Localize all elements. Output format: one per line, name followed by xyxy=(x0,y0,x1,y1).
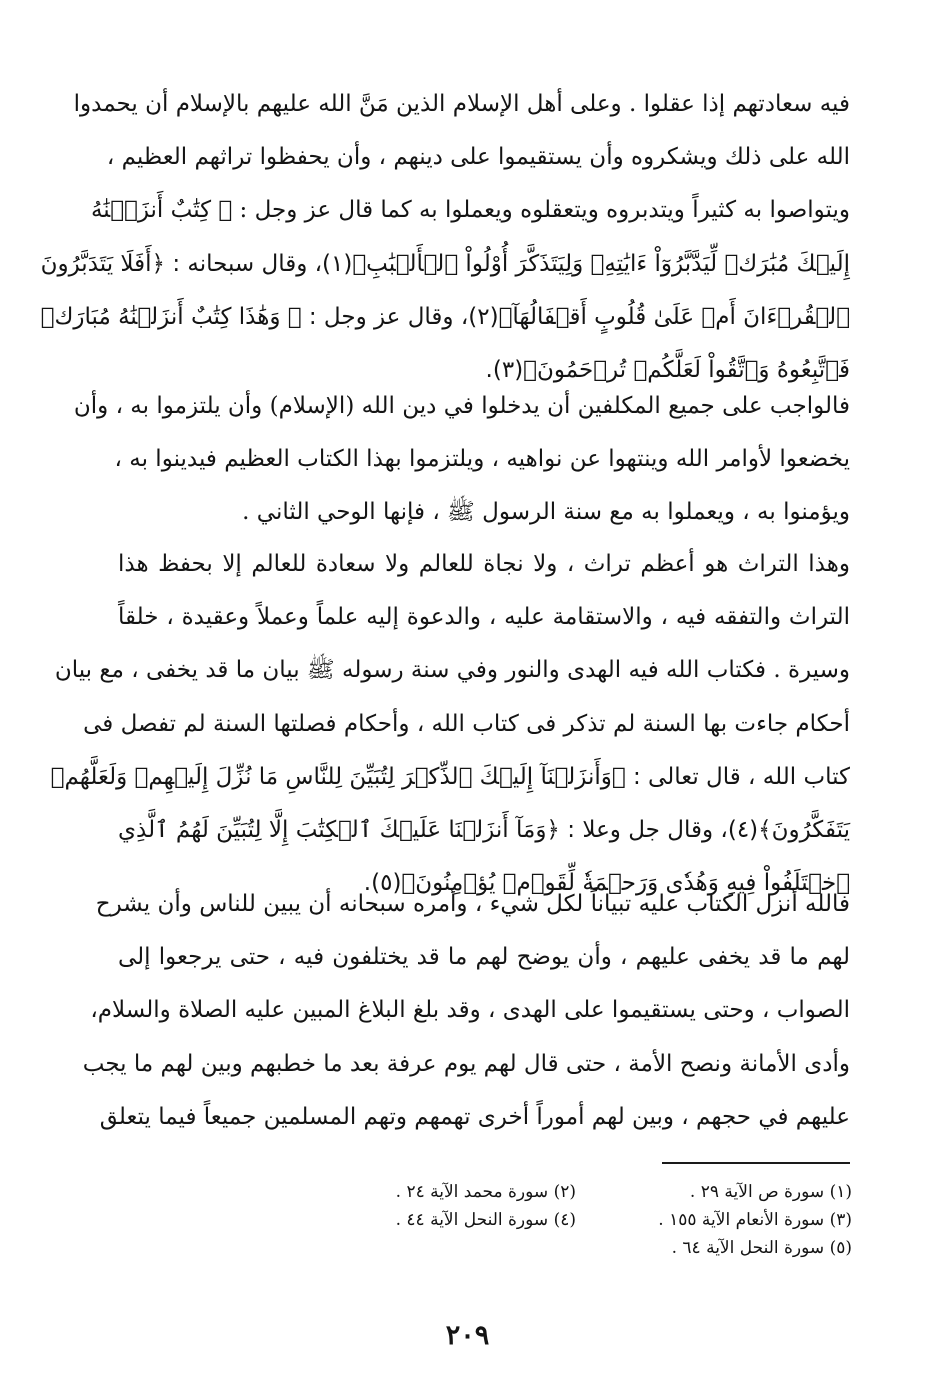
text-line: فالله أنزل الكتاب عليه تبياناً لكل شيء ، وأمره سبحانه أن يبين للناس وأن يشرح xyxy=(95,891,850,917)
footnote: (١) سورة ص الآية ٢٩ . xyxy=(689,1182,852,1202)
page-number: ٢٠٩ xyxy=(445,1320,490,1351)
footnote: (٣) سورة الأنعام الآية ١٥٥ . xyxy=(658,1210,852,1230)
footnote-empty xyxy=(300,1234,576,1262)
footnote-row xyxy=(300,1206,852,1234)
quran-verse-line: يَتَفَكَّرُونَ﴾(٤)، وقال جل وعلا : ﴿وَمَآ أَنزَلۡنَا عَلَيۡكَ ٱلۡكِتَٰبَ إِلَّا لِتُبَيِّنَ لَهُمُ ٱلَّذِي xyxy=(118,817,850,844)
text-line: ويؤمنوا به ، ويعملوا به مع سنة الرسول ﷺ ، فإنها الوحي الثاني . xyxy=(242,499,850,526)
quran-verse-line: ٱلۡقُرۡءَانَ أَمۡ عَلَىٰ قُلُوبٍ أَقۡفَالُهَآ﴾(٢)، وقال عز وجل : ﴿ وَهَٰذَا كِتَٰبٌ أَنزَلۡنَٰهُ مُبَارَكٞ xyxy=(40,303,850,330)
text-line: أحكام جاءت بها السنة لم تذكر فى كتاب الله ، وأحكام فصلتها السنة لم تفصل فى xyxy=(83,710,850,737)
paragraph-4 xyxy=(82,878,850,1144)
text-line: فالواجب على جميع المكلفين أن يدخلوا في دين الله (الإسلام) وأن يلتزموا به ، وأن xyxy=(73,393,850,419)
text-line: التراث والتفقه فيه ، والاستقامة عليه ، والدعوة إليه علماً وعملاً وعقيدة ، خلقاً xyxy=(118,604,850,631)
footnote-divider xyxy=(662,1162,850,1164)
quran-verse-line: كتاب الله ، قال تعالى : ﴿وَأَنزَلۡنَآ إِلَيۡكَ ٱلذِّكۡرَ لِتُبَيِّنَ لِلنَّاسِ مَا نُزِّلَ إِلَيۡهِمۡ وَلَعَلَّهُمۡ xyxy=(50,763,850,790)
text-line: يخضعوا لأوامر الله وينتهوا عن نواهيه ، ويلتزموا بهذا الكتاب العظيم فيدينوا به ، xyxy=(114,446,850,473)
footnote: (٤) سورة النحل الآية ٤٤ . xyxy=(395,1210,576,1230)
paragraph-1 xyxy=(40,78,850,397)
text-line: الله على ذلك ويشكروه وأن يستقيموا على دينهم ، وأن يحفظوا تراثهم العظيم ، xyxy=(106,144,850,171)
quran-verse-line: ٱخۡتَلَفُواْ فِيهِ وَهُدٗى وَرَحۡمَةٗ لِّقَوۡمٖ يُؤۡمِنُونَ﴾(٥). xyxy=(363,870,850,897)
paragraph-2 xyxy=(73,380,850,540)
paragraph-3 xyxy=(50,538,850,910)
footnotes xyxy=(300,1178,852,1262)
text-line: وأدى الأمانة ونصح الأمة ، حتى قال لهم يوم عرفة بعد ما خطبهم وبين لهم ما يجب xyxy=(82,1050,850,1077)
text-line: لهم ما قد يخفى عليهم ، وأن يوضح لهم ما قد يختلفون فيه ، حتى يرجعوا إلى xyxy=(118,944,850,971)
footnote: (٢) سورة محمد الآية ٢٤ . xyxy=(395,1182,576,1202)
text-line: عليهم في حجهم ، وبين لهم أموراً أخرى تهمهم وتهم المسلمين جميعاً فيما يتعلق xyxy=(99,1103,850,1130)
footnote: (٥) سورة النحل الآية ٦٤ . xyxy=(671,1238,852,1258)
footnote-row xyxy=(300,1178,852,1206)
text-line: وسيرة . فكتاب الله فيه الهدى والنور وفي سنة رسوله ﷺ بيان ما قد يخفى ، مع بيان xyxy=(54,657,850,684)
text-line: ويتواصوا به كثيراً ويتدبروه ويتعقلوه ويعملوا به كما قال عز وجل : ﴿ كِتَٰبٌ أَنزَلۡنَٰهُ xyxy=(90,197,850,224)
quran-verse-line: فَٱتَّبِعُوهُ وَٱتَّقُواْ لَعَلَّكُمۡ تُرۡحَمُونَ﴾(٣). xyxy=(485,357,850,384)
text-line: وهذا التراث هو أعظم تراث ، ولا نجاة للعالم ولا سعادة للعالم إلا بحفظ هذا xyxy=(118,551,850,577)
footnote-row xyxy=(300,1234,852,1262)
text-line: فيه سعادتهم إذا عقلوا . وعلى أهل الإسلام الذين مَنَّ الله عليهم بالإسلام أن يحمدوا xyxy=(73,91,850,117)
quran-verse-line: إِلَيۡكَ مُبَٰرَكٞ لِّيَدَّبَّرُوٓاْ ءَايَٰتِهِۦ وَلِيَتَذَكَّرَ أُوْلُواْ ٱلۡأَلۡبَٰبِ﴾(١)، وقال سبحانه : ﴿أَفَلَا يَتَدَبَّرُونَ xyxy=(40,250,850,277)
text-line: الصواب ، وحتى يستقيموا على الهدى ، وقد بلغ البلاغ المبين عليه الصلاة والسلام، xyxy=(90,997,850,1024)
